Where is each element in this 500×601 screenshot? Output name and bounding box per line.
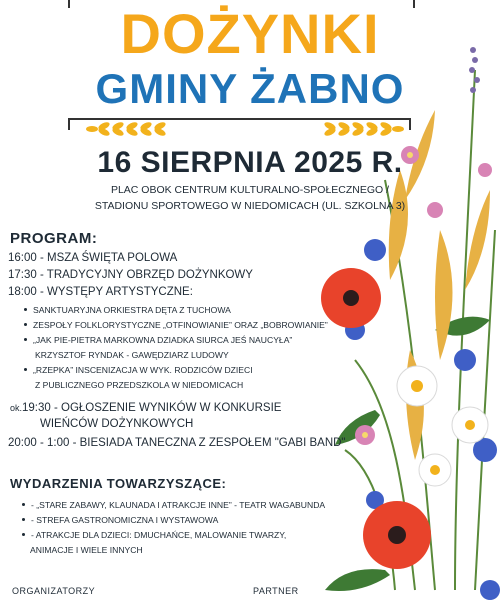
bullet-icon	[24, 308, 27, 311]
event-place-line1: PLAC OBOK CENTRUM KULTURALNO-SPOŁECZNEGO /	[110, 184, 390, 196]
events-title: WYDARZENIA TOWARZYSZĄCE:	[10, 476, 227, 491]
bullet-icon	[22, 518, 25, 521]
performance-item-continued: Z PUBLICZNEGO PRZEDSZKOLA W NIEDOMICACH	[35, 380, 244, 390]
program-item-results: ok.19:30 - OGŁOSZENIE WYNIKÓW W KONKURSIE	[10, 402, 282, 414]
performance-item: „RZEPKA” INSCENIZACJA W WYK. RODZICÓW DZIECI	[24, 365, 253, 375]
event-item-continued: ANIMACJE I WIELE INNYCH	[30, 545, 143, 555]
performance-item: ZESPOŁY FOLKLORYSTYCZNE „OTFINOWIANIE” ORAZ „BOBROWIANIE”	[24, 320, 328, 330]
flower-bouquet-illustration	[315, 30, 500, 601]
organizers-label: ORGANIZATORZY	[12, 586, 96, 596]
program-item-dance: 20:00 - 1:00 - BIESIADA TANECZNA Z ZESPOŁEM "GABI BAND"	[8, 437, 346, 449]
bullet-icon	[24, 323, 27, 326]
wheat-ornament-left-icon	[82, 118, 182, 140]
event-item: - ATRAKCJE DLA DZIECI: DMUCHAŃCE, MALOWANIE TWARZY,	[22, 530, 286, 540]
event-date: 16 SIERPNIA 2025 R.	[97, 146, 403, 179]
program-item-ritual: 17:30 - TRADYCYJNY OBRZĘD DOŻYNKOWY	[8, 269, 253, 281]
bullet-icon	[22, 503, 25, 506]
program-title: PROGRAM:	[10, 230, 98, 247]
bullet-icon	[22, 533, 25, 536]
title-line1: DOŻYNKI	[120, 2, 380, 65]
program-item-mass: 16:00 - MSZA ŚWIĘTA POLOWA	[8, 252, 178, 264]
bullet-icon	[24, 368, 27, 371]
performance-item: SANKTUARYJNA ORKIESTRA DĘTA Z TUCHOWA	[24, 305, 231, 315]
title-line2: GMINY ŻABNO	[95, 65, 405, 112]
event-place	[60, 182, 440, 214]
bullet-icon	[24, 338, 27, 341]
program-item-results-continued: WIEŃCÓW DOŻYNKOWYCH	[40, 418, 194, 430]
program-item-performances: 18:00 - WYSTĘPY ARTYSTYCZNE:	[8, 286, 193, 298]
partner-label: PARTNER	[253, 586, 299, 596]
performance-item: „JAK PIE-PIETRA MARKOWNA DZIADKA SIURCA JEŚ NAUCYŁA”	[24, 335, 292, 345]
event-item: - „STARE ZABAWY, KLAUNADA I ATRAKCJE INNE” - TEATR WAGABUNDA	[22, 500, 325, 510]
performance-item-continued: KRZYSZTOF RYNDAK - GAWĘDZIARZ LUDOWY	[35, 350, 229, 360]
event-item: - STREFA GASTRONOMICZNA I WYSTAWOWA	[22, 515, 218, 525]
event-place-line2: STADIONU SPORTOWEGO W NIEDOMICACH (UL. SZKOLNA 3)	[94, 200, 406, 212]
